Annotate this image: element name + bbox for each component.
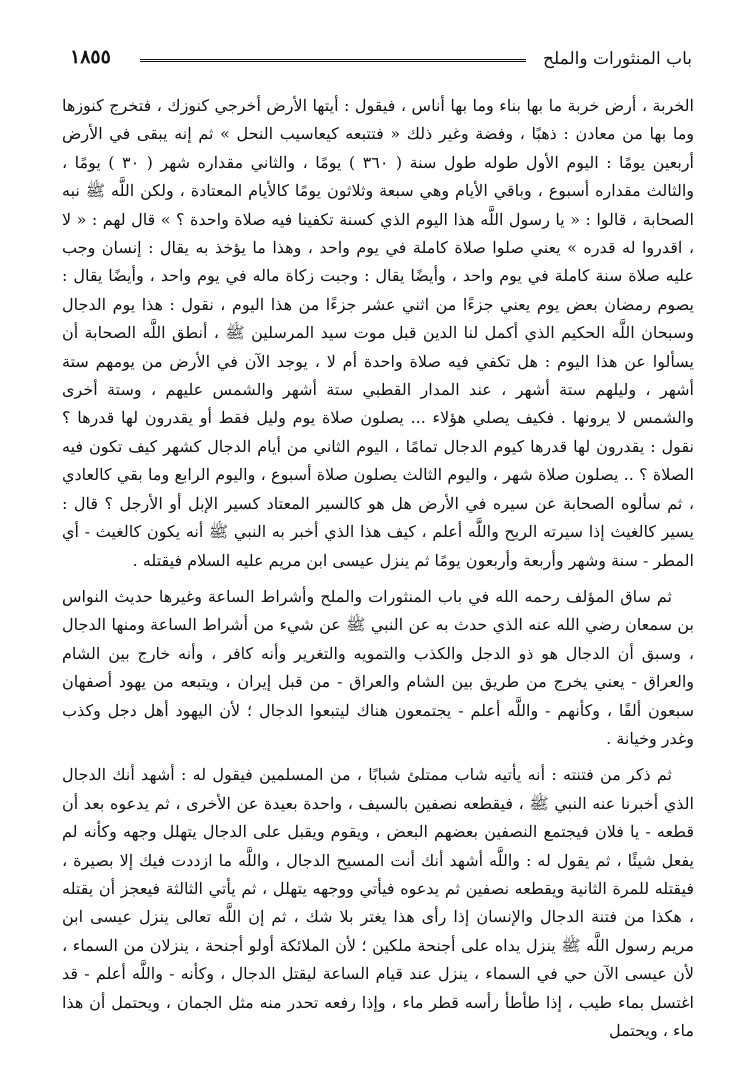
paragraph-1: الخربة ، أرض خربة ما بها بناء وما بها أناس ، فيقول : أيتها الأرض أخرجي كنوزك ، فتخرج كنوزها وما بها من معادن : ذهبًا ، وفضة وغير ذلك « فتتبعه كيعاسيب النحل » ثم إنه يبقى في الأرض أربعين يومًا : اليوم الأول طوله طول سنة ( ٣٦٠ ) يومًا ، والثاني مقداره شهر ( ٣٠ ) يومًا ، والثالث مقداره أسبوع ، وباقي الأيام وهي سبعة وثلاثون يومًا كالأيام المعتادة ، ولكن اللَّه ﷺ نبه الصحابة ، قالوا : « يا رسول اللَّه هذا اليوم الذي كسنة تكفينا فيه صلاة واحدة ؟ » قال لهم : « لا ، اقدروا له قدره » يعني صلوا صلاة كاملة في يوم واحد ، وهذا ما يؤخذ به يقال : إنسان وجب عليه صلاة سنة كاملة في يوم واحد ، وأيضًا يقال : وجبت زكاة ماله في يوم واحد ، وأيضًا يقال : يصوم رمضان بعض يوم يعني جزءًا من اثني عشر جزءًا من هذا اليوم ، نقول : هذا يوم الدجال وسبحان اللَّه الحكيم الذي أكمل لنا الدين قبل موت سيد المرسلين ﷺ ، أنطق اللَّه الصحابة أن يسألوا عن هذا اليوم : هل تكفي فيه صلاة واحدة أم لا ، يوجد الآن في الأرض من يومهم ستة أشهر ، وليلهم ستة أشهر ، عند المدار القطبي ستة أشهر والشمس عليهم ، وستة أخرى والشمس لا يرونها . فكيف يصلي هؤلاء ... يصلون صلاة يوم وليل فقط أو يقدرون لها قدرها ؟ نقول : يقدرون لها قدرها كيوم الدجال تمامًا ، اليوم الثاني من أيام الدجال كشهر كيف تكون فيه الصلاة ؟ .. يصلون صلاة شهر ، واليوم الثالث يصلون صلاة أسبوع ، واليوم الرابع وما بقي كالعادي ، ثم سألوه الصحابة عن سيره في الأرض هل هو كالسير المعتاد كسير الإبل أو الأرجل ؟ قال : يسير كالغيث إذا سيرته الريح واللَّه أعلم ، كيف هذا الذي أخبر به النبي ﷺ أنه يكون كالغيث - أي المطر - سنة وشهر وأربعة وأربعون يومًا ثم ينزل عيسى ابن مريم عليه السلام فيقتله . <box>62 96 694 570</box>
header-rule <box>140 59 526 65</box>
paragraph-3: ثم ذكر من فتنته : أنه يأتيه شاب ممتلئ شبابًا ، من المسلمين فيقول له : أشهد أنك الدجال الذي أخبرنا عنه النبي ﷺ ، فيقطعه نصفين بالسيف ، واحدة بعيدة عن الأخرى ، ثم يدعوه بعد أن قطعه - يا فلان فيجتمع النصفين بعضهم البعض ، ويقوم ويقبل على الدجال يتهلل وجهه وكأنه لم يفعل شيئًا ، ثم يقول له : واللَّه أشهد أنك أنت المسيح الدجال ، واللَّه ما ازددت فيك إلا بصيرة ، فيقتله للمرة الثانية ويقطعه نصفين ثم يدعوه فيأتي ووجهه يتهلل ، ثم يأتي الثالثة فيعجز أن يقتله ، هكذا من فتنة الدجال والإنسان إذا رأى هذا يغتر بلا شك ، ثم إن اللَّه تعالى ينزل عيسى ابن مريم رسول اللَّه ﷺ ينزل يداه على أجنحة ملكين ؛ لأن الملائكة أولو أجنحة ، ينزلان من السماء ، لأن عيسى الآن حي في السماء ، ينزل عند قيام الساعة ليقتل الدجال ، وكأنه - واللَّه أعلم - قد اغتسل بماء طيب ، إذا طأطأ رأسه قطر ماء ، وإذا رفعه تحدر منه مثل الجمان ، ويحتمل أن هذا ماء ، ويحتمل <box>62 765 694 1040</box>
page-body <box>62 92 694 1077</box>
paragraph-2: ثم ساق المؤلف رحمه الله في باب المنثورات والملح وأشراط الساعة وغيرها حديث النواس بن سمعان رضي الله عنه الذي حدث به عن النبي ﷺ عن شيء من أشراط الساعة ومنها الدجال ، وسبق أن الدجال هو ذو الدجل والكذب والتمويه والتغرير وأنه كافر ، وأنه خارج بين الشام والعراق - يعني يخرج من طريق بين الشام والعراق - من قبل إيران ، ويتبعه من يهود أصفهان سبعون ألفًا ، وكأنهم - واللَّه أعلم - يجتمعون هناك ليتبعوا الدجال ؛ لأن اليهود أهل دجل وكذب وغدر وخيانة . <box>62 586 694 748</box>
running-header <box>70 44 692 78</box>
chapter-title: باب المنثورات والملح <box>543 49 692 69</box>
page-number: ١٨٥٥ <box>70 46 111 68</box>
